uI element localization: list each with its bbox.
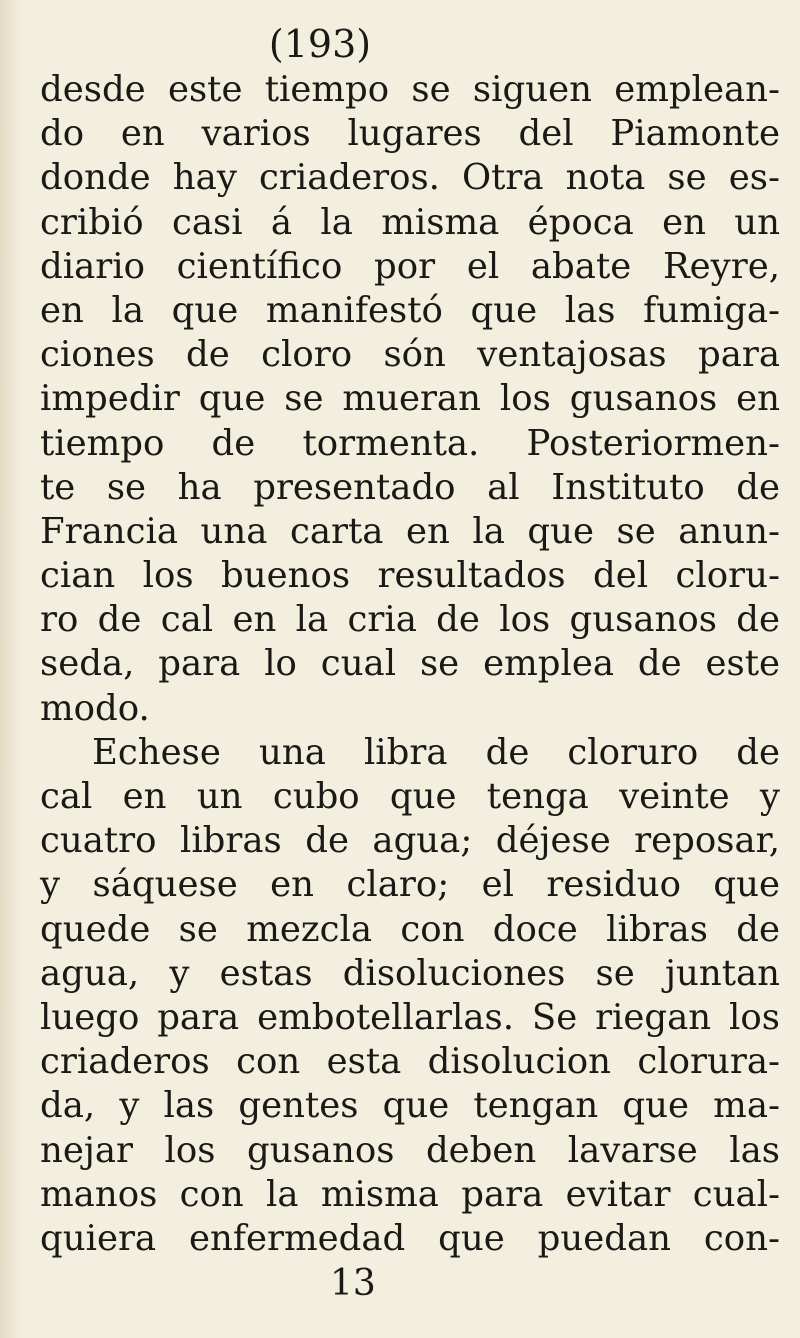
text-line: criaderos con esta disolucion clorura- xyxy=(40,1041,780,1083)
text-line: donde hay criaderos. Otra nota se es- xyxy=(40,157,780,199)
signature-mark: 13 xyxy=(330,1263,376,1304)
text-line: diario científico por el abate Reyre, xyxy=(40,245,780,287)
text-line: Francia una carta en la que se anun- xyxy=(40,510,780,552)
text-line: Echese una libra de cloruro de xyxy=(92,731,780,773)
text-line: tiempo de tormenta. Posteriormen- xyxy=(40,422,780,464)
text-line: do en varios lugares del Piamonte xyxy=(40,113,780,155)
text-line: da, y las gentes que tengan que ma- xyxy=(40,1085,780,1127)
text-line: y sáquese en claro; el residuo que xyxy=(40,864,780,906)
text-line: seda, para lo cual se emplea de este xyxy=(40,643,780,685)
text-line: quiera enfermedad que puedan con- xyxy=(40,1217,780,1259)
text-line: modo. xyxy=(40,687,150,729)
text-line: desde este tiempo se siguen emplean- xyxy=(40,69,780,110)
body-text xyxy=(40,68,780,1261)
text-line: quede se mezcla con doce libras de xyxy=(40,908,780,950)
text-line: manos con la misma para evitar cual- xyxy=(40,1173,780,1215)
text-line: ro de cal en la cria de los gusanos de xyxy=(40,599,780,641)
text-line: cian los buenos resultados del cloru- xyxy=(40,555,780,597)
text-line: cal en un cubo que tenga veinte y xyxy=(40,776,780,817)
text-line: luego para embotellarlas. Se riegan los xyxy=(40,996,780,1038)
page-number: (193) xyxy=(268,22,372,66)
text-line: cuatro libras de agua; déjese reposar, xyxy=(40,820,780,862)
text-line: cribió casi á la misma época en un xyxy=(40,201,780,243)
text-line: impedir que se mueran los gusanos en xyxy=(40,378,780,420)
text-line: ciones de cloro són ventajosas para xyxy=(40,334,780,376)
text-line: agua, y estas disoluciones se juntan xyxy=(40,952,780,994)
text-line: en la que manifestó que las fumiga- xyxy=(40,289,780,331)
text-line: nejar los gusanos deben lavarse las xyxy=(40,1129,780,1171)
text-line: te se ha presentado al Instituto de xyxy=(40,466,780,508)
page-edge-shadow xyxy=(0,0,22,1338)
